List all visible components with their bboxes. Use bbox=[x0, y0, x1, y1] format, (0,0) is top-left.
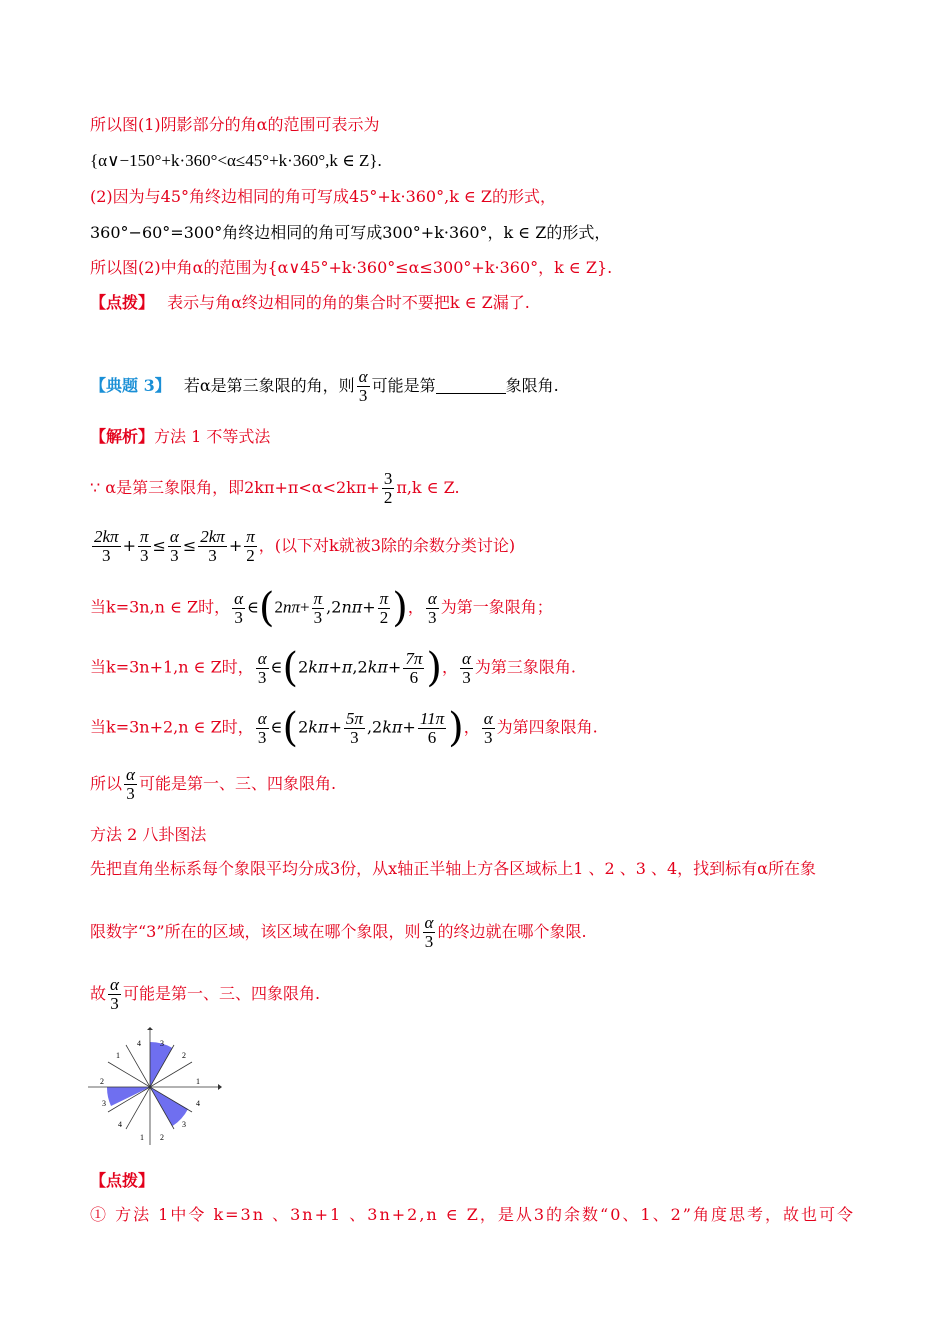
sector-label: 1 bbox=[196, 1077, 200, 1086]
summary-2-b: 可能是第一、三、四象限角. bbox=[122, 984, 321, 1003]
plus: + bbox=[228, 536, 243, 555]
frac-7pi-6: $\frac{7\pi}{6}$ bbox=[405, 648, 423, 687]
frac-alpha-3: $\frac{\alpha}{3}$ bbox=[427, 588, 437, 627]
sector-label: 2 bbox=[100, 1077, 104, 1086]
case-2-result: 为第三象限角. bbox=[474, 657, 576, 677]
frac-alpha-3: $\frac{\alpha}{3}$ bbox=[169, 527, 179, 565]
frac-alpha-3: $\frac{\alpha}{3}$ bbox=[424, 913, 434, 951]
comma: ， bbox=[463, 717, 480, 737]
sector-label: 3 bbox=[160, 1039, 164, 1048]
tip-2-line: ① 方法 1中令 k=3n 、3n+1 、3n+2,n ∈ Z，是从3的余数“0、1、2”角度思考，故也可令 bbox=[90, 1205, 855, 1224]
set-expression-1: {α∨−150°+k·360°<α≤45°+k·360°,k ∈ Z}. bbox=[90, 151, 382, 170]
example-text-b: 可能是第 bbox=[371, 376, 436, 395]
case-2: 当k=3n+1,n ∈ Z时， $\frac{\alpha}{3}$ ∈(2kπ+π,2kπ+ $\frac{7\pi}{6}$ )， $\frac{\alpha}{3}$ 为第三象限角. bbox=[90, 645, 576, 691]
example-3 bbox=[90, 368, 559, 405]
tip-text: 表示与角α终边相同的角的集合时不要把k ∈ Z漏了. bbox=[167, 293, 530, 312]
sector-label: 4 bbox=[118, 1120, 122, 1129]
step-2 bbox=[90, 528, 515, 565]
text-line-5: 所以图(2)中角α的范围为{α∨45°+k·360°≤α≤300°+k·360°，k ∈ Z}. bbox=[90, 258, 613, 277]
sector-label: 1 bbox=[116, 1051, 120, 1060]
step-1-text-b: π,k ∈ Z. bbox=[396, 478, 460, 497]
sector-label: 1 bbox=[140, 1133, 144, 1142]
frac-alpha-3: $\frac{\alpha}{3}$ bbox=[461, 648, 471, 687]
lparen: ( bbox=[282, 645, 299, 691]
in: ∈ bbox=[270, 657, 283, 677]
tip-2-header bbox=[90, 1170, 154, 1192]
text-line-4: 360°−60°=300°角终边相同的角可写成300°+k·360°，k ∈ Z的形式， bbox=[90, 223, 611, 242]
rparen: ) bbox=[448, 705, 464, 751]
analysis-header bbox=[90, 426, 270, 448]
example-tag: 【典题 3】 bbox=[90, 376, 171, 395]
le: ≤ bbox=[182, 536, 197, 555]
tip-line-1 bbox=[90, 292, 530, 314]
sector-label: 3 bbox=[182, 1120, 186, 1129]
analysis-method: 方法 1 不等式法 bbox=[154, 427, 271, 446]
sector-label: 4 bbox=[196, 1099, 200, 1108]
answer-blank bbox=[436, 377, 506, 394]
plus: + bbox=[122, 536, 136, 555]
comma: ， bbox=[407, 597, 424, 617]
text-line-3: (2)因为与45°角终边相同的角可写成45°+k·360°,k ∈ Z的形式， bbox=[90, 187, 557, 206]
frac-2kpi-3: $\frac{2k\pi}{3}$ bbox=[200, 527, 225, 565]
tip-2-tag: 【点拨】 bbox=[90, 1171, 155, 1190]
sector-label: 3 bbox=[102, 1099, 106, 1108]
frac-pi-3: $\frac{\pi}{3}$ bbox=[139, 527, 149, 565]
summary-1-b: 可能是第一、三、四象限角. bbox=[138, 774, 337, 793]
frac-11pi-6: $\frac{11\pi}{6}$ bbox=[419, 708, 445, 747]
frac-3-2: $\frac{3}{2}$ bbox=[383, 469, 393, 507]
frac-alpha-3: $\frac{\alpha}{3}$ bbox=[483, 708, 493, 747]
frac-alpha-3: $\frac{\alpha}{3}$ bbox=[126, 765, 135, 803]
sector-label: 4 bbox=[137, 1039, 141, 1048]
step-2-note: (以下对k就被3除的余数分类讨论) bbox=[274, 536, 516, 555]
rparen: ) bbox=[392, 585, 408, 631]
sector-label: 2 bbox=[182, 1051, 186, 1060]
case-3-cond: 当k=3n+2,n ∈ Z时， bbox=[90, 717, 254, 737]
lparen: ( bbox=[282, 705, 299, 751]
octant-diagram bbox=[88, 1027, 222, 1147]
step-1-text-a: ∵ α是第三象限角，即2kπ+π<α<2kπ+ bbox=[90, 478, 380, 497]
frac-5pi-3: $\frac{5\pi}{3}$ bbox=[345, 708, 363, 747]
frac-pi-2: $\frac{\pi}{2}$ bbox=[379, 588, 389, 627]
method-2-text-2a: 限数字“3”所在的区域，该区域在哪个象限，则 bbox=[90, 922, 421, 941]
y-arrow bbox=[147, 1027, 153, 1030]
case-1-cond: 当k=3n,n ∈ Z时， bbox=[90, 597, 231, 617]
case-2-cond: 当k=3n+1,n ∈ Z时， bbox=[90, 657, 254, 677]
case-3: 当k=3n+2,n ∈ Z时， $\frac{\alpha}{3}$ ∈(2kπ+ $\frac{5\pi}{3}$ ,2kπ+ $\frac{11\pi}{6}$ )， $\frac{\alpha}{3}$ 为第四象限角. bbox=[90, 705, 598, 751]
method-2-title: 方法 2 八卦图法 bbox=[90, 825, 207, 844]
le: ≤ bbox=[152, 536, 166, 555]
summary-2 bbox=[90, 976, 320, 1013]
frac-pi-3: $\frac{\pi}{3}$ bbox=[313, 588, 323, 627]
frac-alpha-3: $\frac{\alpha}{3}$ bbox=[257, 708, 267, 747]
comma: ， bbox=[258, 536, 275, 555]
frac-alpha-3: $\frac{\alpha}{3}$ bbox=[257, 648, 267, 687]
sector-label: 2 bbox=[160, 1133, 164, 1142]
frac-alpha-3: $\frac{\alpha}{3}$ bbox=[234, 588, 244, 627]
summary-1-a: 所以 bbox=[90, 774, 123, 793]
rparen: ) bbox=[426, 645, 442, 691]
tip-tag: 【点拨】 bbox=[90, 293, 155, 312]
case-1-result: 为第一象限角； bbox=[440, 597, 553, 617]
method-2-text-1: 先把直角坐标系每个象限平均分成3份，从x轴正半轴上方各区域标上1 、2 、3 、4，找到标有α所在象 bbox=[90, 859, 816, 878]
text-line-1: 所以图(1)阴影部分的角α的范围可表示为 bbox=[90, 115, 380, 134]
frac-alpha-3: $\frac{\alpha}{3}$ bbox=[358, 367, 368, 405]
frac-alpha-3: $\frac{\alpha}{3}$ bbox=[110, 975, 119, 1013]
example-text-a: 若α是第三象限的角，则 bbox=[183, 376, 355, 395]
analysis-tag: 【解析】 bbox=[90, 427, 155, 446]
shaded-sector-q3 bbox=[107, 1087, 150, 1106]
method-2-text-2b: 的终边就在哪个象限. bbox=[437, 922, 587, 941]
in: ∈ bbox=[247, 597, 259, 617]
lparen: ( bbox=[258, 585, 275, 631]
case-1: 当k=3n,n ∈ Z时， $\frac{\alpha}{3}$ ∈(2nπ+ $\frac{\pi}{3}$ ,2nπ+ $\frac{\pi}{2}$ )， $\frac{\alpha}{3}$ 为第一象限角； bbox=[90, 585, 553, 631]
summary-1 bbox=[90, 766, 336, 803]
frac-pi-2: $\frac{\pi}{2}$ bbox=[246, 527, 255, 565]
method-2-text-2 bbox=[90, 914, 587, 951]
case-3-result: 为第四象限角. bbox=[496, 717, 598, 737]
comma: ， bbox=[441, 657, 458, 677]
in: ∈ bbox=[270, 717, 283, 737]
x-arrow bbox=[218, 1084, 222, 1090]
example-text-c: 象限角. bbox=[505, 376, 559, 395]
summary-2-a: 故 bbox=[90, 984, 107, 1003]
frac-2kpi-3: $\frac{2k\pi}{3}$ bbox=[94, 527, 119, 565]
step-1 bbox=[90, 470, 460, 507]
